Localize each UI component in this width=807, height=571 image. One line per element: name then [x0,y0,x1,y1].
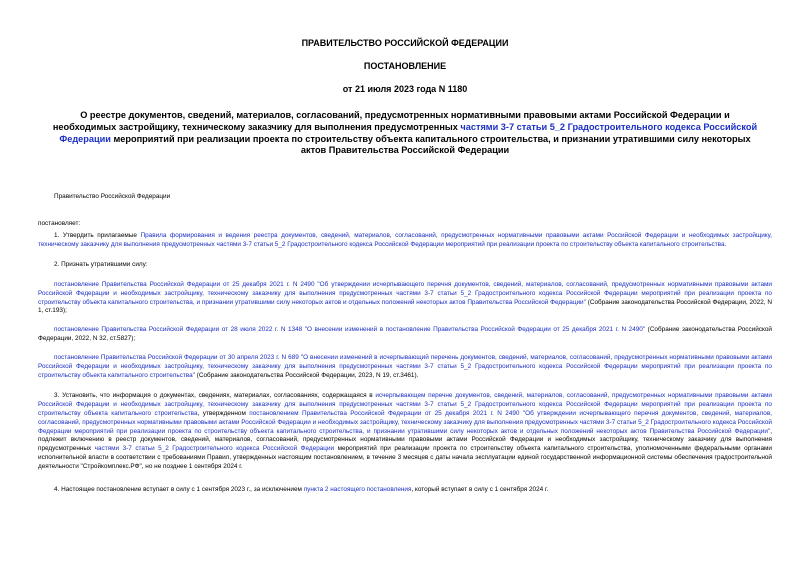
repealed-act-2-source: (Собрание законодательства Российской Федерации, 2022, N 32, ст.5827); [38,326,772,343]
item-4 [38,486,772,495]
doc-type-heading: ПОСТАНОВЛЕНИЕ [363,61,447,71]
item-2: 2. Признать утратившими силу: [54,260,148,268]
repealed-act-2-link[interactable]: постановление Правительства Российской Федерации от 28 июля 2022 г. N 1348 "О внесении изменений в постановление Правительства Российской Федерации от 25 декабря 2021 г. N 2490" [54,326,646,334]
item-1-suffix: . [724,240,727,248]
item-3-resolution-link[interactable]: постановлением Правительства Российской Федерации от 25 декабря 2021 г. N 2490 "Об утверждении исчерпывающего перечня документов, сведений, материалов, согласований, предусмотренных нормативными правовыми актами Российской Федерации и необходимых застройщику, техническому заказчику для выполнения предусмотренных частями 3-7 статьи 5_2 Градостроительного кодекса Российской Федерации мероприятий при реализации проекта по строительству объекта капитального строительства, и признании утратившими силу некоторых актов и отдельных положений некоторых актов Правительства Российской Федерации" [38,409,773,435]
date-number-heading: от 21 июля 2023 года N 1180 [342,84,468,94]
item-1-rules-link[interactable]: Правила формирования и ведения реестра документов, сведений, материалов, согласований, предусмотренных нормативными правовыми актами Российской Федерации и необходимых застройщику, техническому заказчику для выполнения предусмотренных частями 3-7 статьи 5_2 Градостроительного кодекса Российской Федерации мероприятий при реализации проекта по строительству объекта капитального строительства [38,232,772,248]
item-3-mid1: , утвержденном [197,409,250,417]
item-3-code-link[interactable]: частями 3-7 статьи 5_2 Градостроительного кодекса Российской Федерации [94,445,335,453]
repealed-act-1-link[interactable]: постановление Правительства Российской Федерации от 25 декабря 2021 г. N 2490 "Об утверждении исчерпывающего перечня документов, сведений, материалов, согласований, предусмотренных нормативными правовыми актами Российской Федерации и необходимых застройщику, техническому заказчику для выполнения предусмотренных частями 3-7 статьи 5_2 Градостроительного кодекса Российской Федерации мероприятий при реализации проекта по строительству объекта капитального строительства, и признании утратившими силу некоторых актов и отдельных положений некоторых актов Правительства Российской Федерации" [38,280,772,306]
item-4-prefix: 4. Настоящее постановление вступает в силу с 1 сентября 2023 г., за исключением [54,486,304,494]
item-1 [38,232,772,250]
repealed-act-3-link[interactable]: постановление Правительства Российской Федерации от 30 апреля 2023 г. N 689 "О внесении изменений в исчерпывающий перечень документов, сведений, материалов, согласований, предусмотренных нормативными правовыми актами Российской Федерации и необходимых застройщику, техническому заказчику для выполнения предусмотренных частями 3-7 статьи 5_2 Градостроительного кодекса Российской Федерации мероприятий при реализации проекта по строительству объекта капитального строительства" [38,354,772,379]
government-line: Правительство Российской Федерации [54,193,171,201]
repealed-act-3 [38,354,772,381]
item-3 [38,392,772,472]
item-4-clause-link[interactable]: пункта 2 настоящего постановления [303,486,412,494]
title-text-part1: О реестре документов, сведений, материалов, согласований, предусмотренных нормативными правовыми актами Российской Федерации и необходимых застройщику, техническому заказчику для выполнения предусмотренных [52,110,730,132]
document-page [38,0,772,495]
item-1-prefix: 1. Утвердить прилагаемые [54,232,141,239]
item-3-prefix: 3. Установить, что информация о документах, сведениях, материалах, согласованиях, содержащаяся в [54,391,376,399]
title-text-part2: мероприятий при реализации проекта по строительству объекта капитального строительства, и признании утратившими силу некоторых актов Правительства Российской Федерации [110,133,751,156]
title-link-code[interactable]: частями 3-7 статьи 5_2 Градостроительного кодекса Российской Федерации [59,121,758,144]
item-3-list-link[interactable]: исчерпывающем перечне документов, сведений, материалов, согласований, предусмотренных нормативными правовыми актами Российской Федерации и необходимых застройщику, техническому заказчику для выполнения предусмотренных частями 3-7 статьи 5_2 Градостроительного кодекса Российской Федерации мероприятий при реализации проекта по строительству объекта капитального строительства [38,391,773,417]
government-heading: ПРАВИТЕЛЬСТВО РОССИЙСКОЙ ФЕДЕРАЦИИ [301,38,509,48]
decides-line: постановляет: [38,220,81,228]
repealed-act-1 [38,281,772,317]
item-4-suffix: , который вступает в силу с 1 сентября 2024 г. [411,486,549,494]
repealed-act-2 [38,326,772,344]
document-title [38,110,772,157]
repealed-act-3-source: (Собрание законодательства Российской Федерации, 2023, N 19, ст.3461). [194,371,419,379]
document-body [38,193,772,495]
repealed-act-1-source: (Собрание законодательства Российской Федерации, 2022, N 1, ст.193); [38,298,772,315]
item-3-suffix: мероприятий при реализации проекта по строительству объекта капитального строительства, уполномоченными федеральными органами исполнительной власти в соответствии с требованиями Правил, утвержденных настоящим постановлением, в течение 3 месяцев с даты начала эксплуатации единой государственной информационной системы обеспечения градостроительной деятельности "Стройкомплекс.РФ", но не позднее 1 сентября 2024 г. [38,445,772,471]
item-3-mid2: , подлежит включению в реестр документов, сведений, материалов, согласований, предусмотренных нормативными правовыми актами Российской Федерации и необходимых застройщику, техническому заказчику для выполнения предусмотренных [38,427,772,453]
